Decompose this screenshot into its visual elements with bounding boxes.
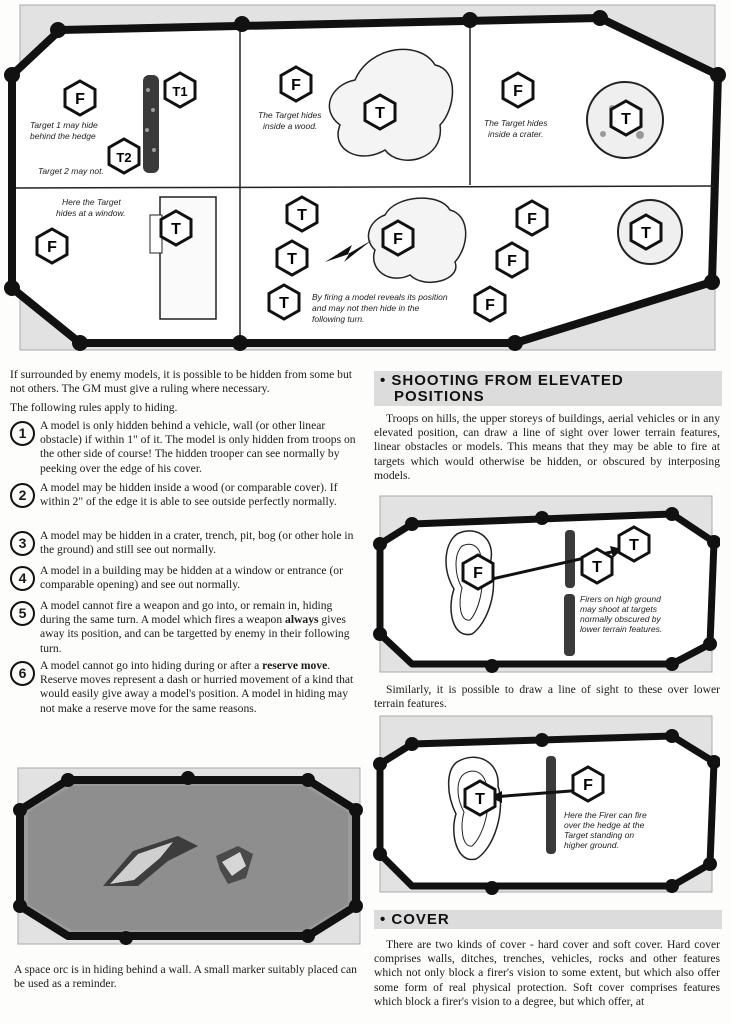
rule-number: 4 xyxy=(10,566,35,591)
rule-number: 1 xyxy=(10,421,35,446)
rule-1 xyxy=(10,419,360,476)
hedge-caption-2: Target 2 may not. xyxy=(38,166,104,176)
target-hex: T xyxy=(629,537,639,554)
wood-caption: The Target hides xyxy=(258,110,322,120)
rule-3 xyxy=(10,529,360,557)
target-hex: T1 xyxy=(172,84,188,99)
diagram-caption: may shoot at targets xyxy=(580,604,658,614)
target-hex: T xyxy=(287,251,297,268)
firer-hex: F xyxy=(513,83,523,100)
target-hex: T2 xyxy=(116,150,132,165)
firer-hex: F xyxy=(291,77,301,94)
window-caption: hides at a window. xyxy=(56,208,126,218)
rule-4 xyxy=(10,564,360,592)
rule-number: 6 xyxy=(10,661,35,686)
similarly-paragraph: Similarly, it is possible to draw a line of sight to these over lower terrain features. xyxy=(374,683,720,711)
firer-hex: F xyxy=(473,565,483,582)
firer-hex: F xyxy=(393,231,403,248)
diagram-caption: Target standing on xyxy=(564,830,635,840)
elevated-diagram-2 xyxy=(372,714,720,898)
diagram-caption: higher ground. xyxy=(564,840,619,850)
firing-caption: following turn. xyxy=(312,314,365,324)
target-hex: T xyxy=(171,221,181,238)
rules-intro: The following rules apply to hiding. xyxy=(10,401,178,414)
photo-caption: A space orc is in hiding behind a wall. A small marker suitably placed can be used as a reminder. xyxy=(14,963,357,991)
rule-text: A model cannot fire a weapon and go into, or remain in, hiding during the same turn. A model which fires a weapon always gives away its position, and can be targetted by enemy in their following turn. xyxy=(40,599,350,655)
hedge xyxy=(143,75,159,173)
elevated-diagram-1 xyxy=(372,494,720,678)
diagram-caption: lower terrain features. xyxy=(580,624,663,634)
cover-paragraph: There are two kinds of cover - hard cover and soft cover. Hard cover comprises walls, ditches, trenches, vehicles, rocks and other features which not only block a firer's vision to some extent, but which also offer some form of real physical protection. Soft cover comprises features which block a firer's vision to a degree, but which offer, at xyxy=(374,938,720,1008)
rule-number: 3 xyxy=(10,531,35,556)
elevated-paragraph: Troops on hills, the upper storeys of buildings, aerial vehicles or in any elevated position, can draw a line of sight over lower terrain features, linear obstacles or models. This means that they may be able to fire at targets which would otherwise be hidden, or obscured by interposing models. xyxy=(374,412,720,482)
target-hex: T xyxy=(297,207,307,224)
target-hex: T xyxy=(592,559,602,576)
rule-number: 2 xyxy=(10,483,35,508)
firer-hex: F xyxy=(507,253,517,270)
firing-caption: and may not then hide in the xyxy=(312,303,420,313)
target-hex: T xyxy=(621,111,631,128)
firer-hex: F xyxy=(583,777,593,794)
diagram-caption: Firers on high ground xyxy=(580,594,661,604)
hedge-caption: behind the hedge xyxy=(30,131,96,141)
window-caption: Here the Target xyxy=(62,197,121,207)
rule-5 xyxy=(10,599,360,656)
firer-hex: F xyxy=(75,91,85,108)
crater-caption: The Target hides xyxy=(484,118,548,128)
firer-hex: F xyxy=(47,239,57,256)
heading-elevated: • SHOOTING FROM ELEVATED POSITIONS xyxy=(374,371,722,406)
rule-2 xyxy=(10,481,360,509)
target-hex: T xyxy=(279,295,289,312)
target-hex: T xyxy=(641,225,651,242)
hedge-caption: Target 1 may hide xyxy=(30,120,98,130)
rule-text: A model may be hidden in a crater, trench, pit, bog (or other hole in the ground) and still see out normally. xyxy=(40,529,354,557)
target-hex: T xyxy=(475,791,485,808)
intro-paragraph: If surrounded by enemy models, it is possible to be hidden from some but not others. The GM must give a ruling where necessary. xyxy=(10,368,352,396)
diagram-caption: over the hedge at the xyxy=(564,820,645,830)
orc-photo xyxy=(8,766,366,946)
target-hex: T xyxy=(375,105,385,122)
firer-hex: F xyxy=(527,211,537,228)
wood-caption: inside a wood. xyxy=(263,121,318,131)
diagram-caption: Here the Firer can fire xyxy=(564,810,647,820)
firer-hex: F xyxy=(485,297,495,314)
heading-cover: • COVER xyxy=(374,910,722,929)
rule-text: A model may be hidden inside a wood (or comparable cover). If within 2" of the edge it is able to see outside perfectly normally. xyxy=(40,481,338,509)
diagram-caption: normally obscured by xyxy=(580,614,661,624)
hiding-diagram xyxy=(0,0,731,360)
rule-text: A model in a building may be hidden at a window or entrance (or comparable opening) and see out normally. xyxy=(40,564,343,592)
rule-text: A model cannot go into hiding during or after a reserve move. Reserve moves represent a dash or hurried movement of a kind that would easily give away a model's position. A model in hiding may not make a reserve move for the same reasons. xyxy=(40,659,354,715)
firing-caption: By firing a model reveals its position xyxy=(312,292,448,302)
rule-number: 5 xyxy=(10,601,35,626)
rule-text: A model is only hidden behind a vehicle, wall (or other linear obstacle) if within 1" of it. The model is only hidden from troops on the other side of course! The hidden trooper can see normally by peeking over the edge of his cover. xyxy=(40,419,356,475)
rule-6 xyxy=(10,659,360,716)
crater-caption: inside a crater. xyxy=(488,129,544,139)
